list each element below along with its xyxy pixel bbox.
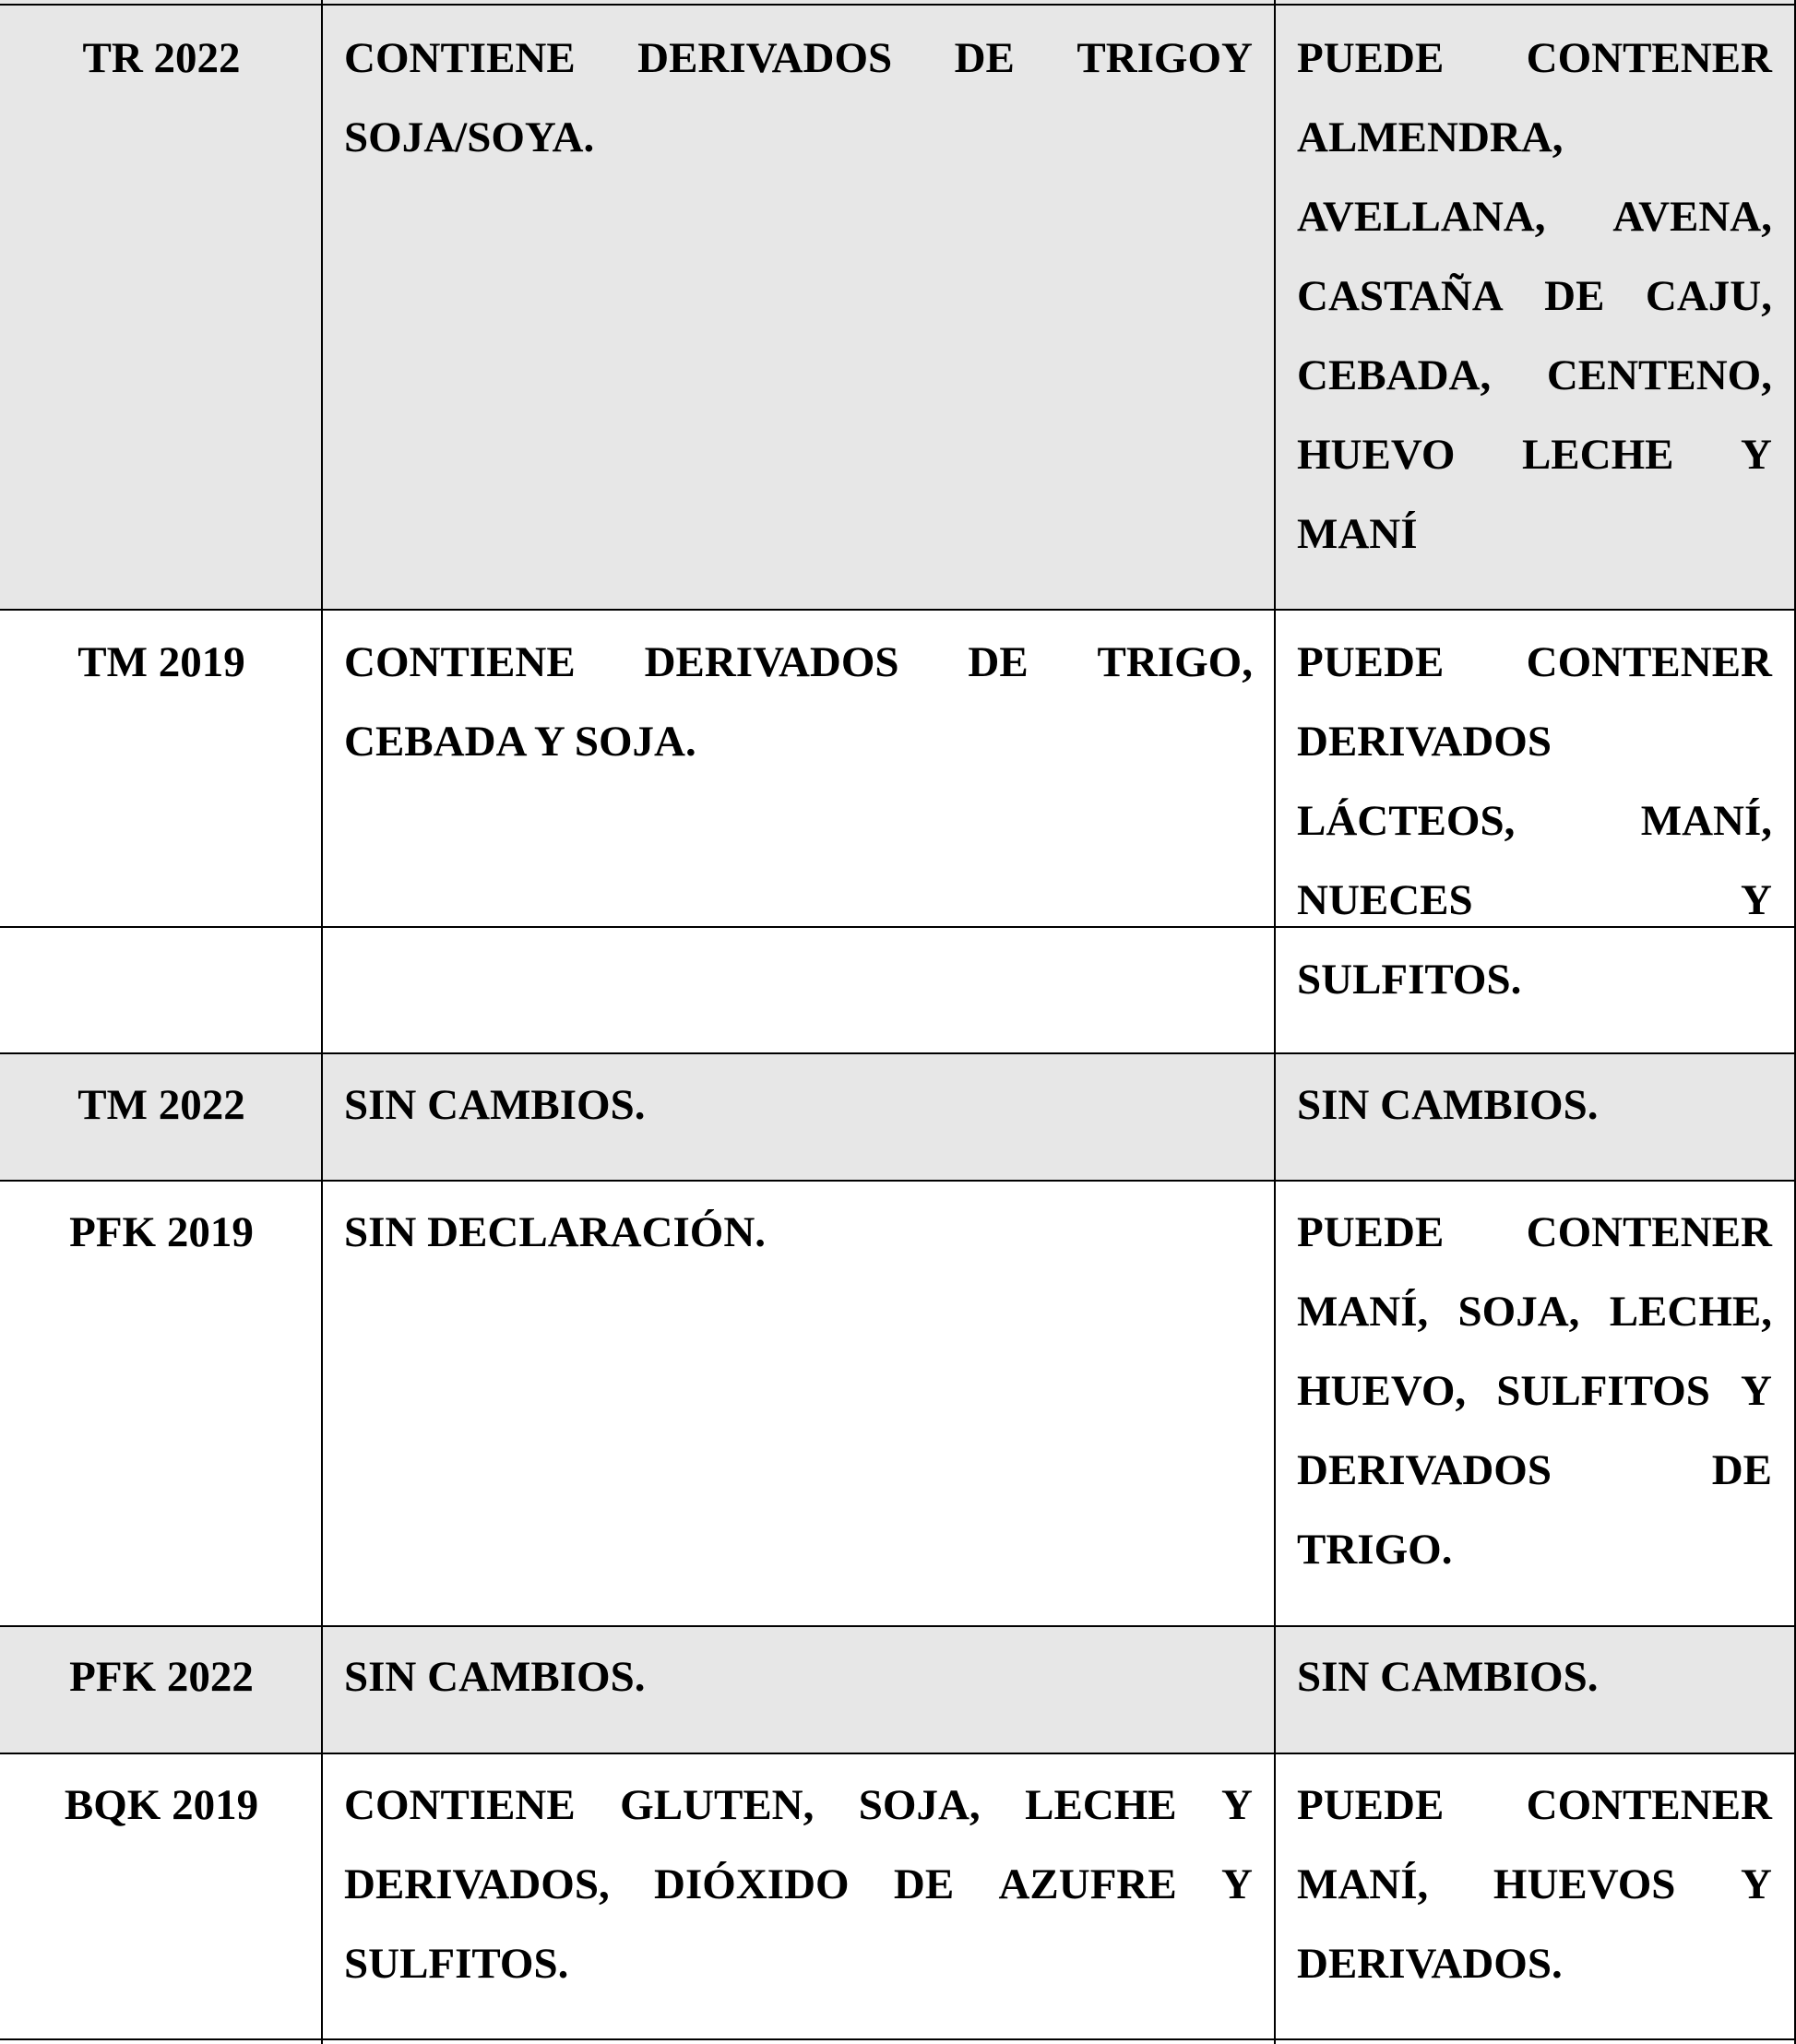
row-divider: [0, 1052, 1796, 1054]
may-contain-line: [1297, 415, 1772, 494]
row-divider: [0, 1753, 1796, 1754]
contains-word: AZUFRE: [998, 1860, 1177, 1908]
may-contain-word: MANÍ,: [1640, 797, 1772, 845]
may-contain-line: [1297, 1765, 1772, 1845]
may-contain-line: [1297, 336, 1772, 415]
may-contain-word: CONTENER: [1526, 1208, 1772, 1256]
contains-line: SIN DECLARACIÓN.: [344, 1208, 767, 1256]
contains-word: DERIVADOS: [637, 34, 893, 82]
may-contain-word: CONTENER: [1526, 1781, 1772, 1829]
contains-word: CONTIENE: [344, 1781, 576, 1829]
contains-word: DIÓXIDO: [654, 1860, 850, 1908]
may-contain-word: DE: [1711, 1446, 1772, 1494]
may-contain-word: CEBADA,: [1297, 351, 1492, 399]
may-contain-line: [1297, 256, 1772, 336]
may-contain-line: [1297, 623, 1772, 702]
may-contain-word: AVELLANA,: [1297, 193, 1546, 241]
contains-word: DE: [968, 638, 1029, 686]
may-contain-word: AVENA,: [1612, 193, 1772, 241]
may-contain-word: HUEVO: [1297, 431, 1456, 479]
may-contain-line: [1297, 18, 1772, 98]
may-contain-line: [1297, 1351, 1772, 1431]
contains-line: [344, 1765, 1253, 1845]
may-contain-word: CAJU,: [1645, 272, 1772, 320]
row-divider: [0, 4, 1796, 6]
contains-line: SIN CAMBIOS.: [344, 1653, 646, 1701]
may-contain-word: MANÍ,: [1297, 1288, 1429, 1336]
column-divider: [321, 0, 323, 2044]
may-contain-word: DERIVADOS: [1297, 1446, 1552, 1494]
may-contain-line: [1297, 177, 1772, 256]
may-contain-line: ALMENDRA,: [1297, 113, 1564, 161]
column-divider: [1274, 0, 1276, 2044]
may-contain-line: TRIGO.: [1297, 1526, 1453, 1574]
may-contain-line: SIN CAMBIOS.: [1297, 1081, 1599, 1129]
may-contain-word: CONTENER: [1526, 638, 1772, 686]
may-contain-word: Y: [1741, 1367, 1772, 1415]
contains-word: DERIVADOS,: [344, 1860, 610, 1908]
may-contain-word: HUEVOS: [1493, 1860, 1676, 1908]
contains-word: Y: [1221, 1781, 1253, 1829]
may-contain-word: CENTENO,: [1546, 351, 1772, 399]
product-code: TM 2019: [77, 638, 245, 686]
may-contain-word: Y: [1741, 1860, 1772, 1908]
product-code: BQK 2019: [64, 1781, 259, 1829]
may-contain-word: NUECES: [1297, 876, 1473, 924]
may-contain-word: LECHE,: [1609, 1288, 1772, 1336]
may-contain-word: Y: [1741, 876, 1772, 924]
may-contain-line: DERIVADOS.: [1297, 1940, 1563, 1988]
may-contain-line: [1297, 1431, 1772, 1510]
may-contain-word: LECHE: [1521, 431, 1674, 479]
contains-line: [344, 623, 1253, 702]
may-contain-line: [1297, 781, 1772, 861]
contains-word: LECHE: [1025, 1781, 1177, 1829]
may-contain-word: DE: [1544, 272, 1605, 320]
row-divider: [0, 2038, 1796, 2040]
contains-word: CONTIENE: [344, 638, 576, 686]
contains-word: DE: [893, 1860, 955, 1908]
contains-word: CONTIENE: [344, 34, 576, 82]
row-divider: [0, 1180, 1796, 1182]
may-contain-word: CONTENER: [1526, 34, 1772, 82]
may-contain-line: SULFITOS.: [1297, 956, 1522, 1004]
may-contain-word: SULFITOS: [1496, 1367, 1710, 1415]
contains-word: SOJA,: [858, 1781, 981, 1829]
may-contain-word: PUEDE: [1297, 34, 1445, 82]
product-code: PFK 2019: [69, 1208, 254, 1256]
contains-word: GLUTEN,: [620, 1781, 815, 1829]
may-contain-line: [1297, 1193, 1772, 1272]
may-contain-line: MANÍ: [1297, 510, 1418, 558]
contains-line: SOJA/SOYA.: [344, 113, 595, 161]
may-contain-word: LÁCTEOS,: [1297, 797, 1516, 845]
contains-word: Y: [1221, 1860, 1253, 1908]
contains-line: [344, 1845, 1253, 1924]
product-code: TM 2022: [77, 1081, 245, 1129]
may-contain-word: CASTAÑA: [1297, 272, 1504, 320]
contains-line: [344, 18, 1253, 98]
may-contain-word: HUEVO,: [1297, 1367, 1467, 1415]
product-code: PFK 2022: [69, 1653, 254, 1701]
contains-line: SULFITOS.: [344, 1940, 569, 1988]
contains-word: TRIGOY: [1076, 34, 1253, 82]
may-contain-line: [1297, 861, 1772, 940]
contains-line: CEBADA Y SOJA.: [344, 718, 696, 766]
product-code: TR 2022: [82, 34, 241, 82]
may-contain-word: PUEDE: [1297, 1208, 1445, 1256]
may-contain-word: PUEDE: [1297, 638, 1445, 686]
contains-word: DE: [954, 34, 1015, 82]
may-contain-word: Y: [1741, 431, 1772, 479]
may-contain-line: [1297, 1272, 1772, 1351]
row-divider: [0, 1625, 1796, 1627]
may-contain-word: MANÍ,: [1297, 1860, 1429, 1908]
may-contain-line: SIN CAMBIOS.: [1297, 1653, 1599, 1701]
may-contain-line: DERIVADOS: [1297, 718, 1552, 766]
contains-line: SIN CAMBIOS.: [344, 1081, 646, 1129]
may-contain-word: PUEDE: [1297, 1781, 1445, 1829]
may-contain-word: SOJA,: [1457, 1288, 1580, 1336]
contains-word: DERIVADOS: [644, 638, 899, 686]
contains-word: TRIGO,: [1097, 638, 1253, 686]
row-divider: [0, 609, 1796, 611]
may-contain-line: [1297, 1845, 1772, 1924]
